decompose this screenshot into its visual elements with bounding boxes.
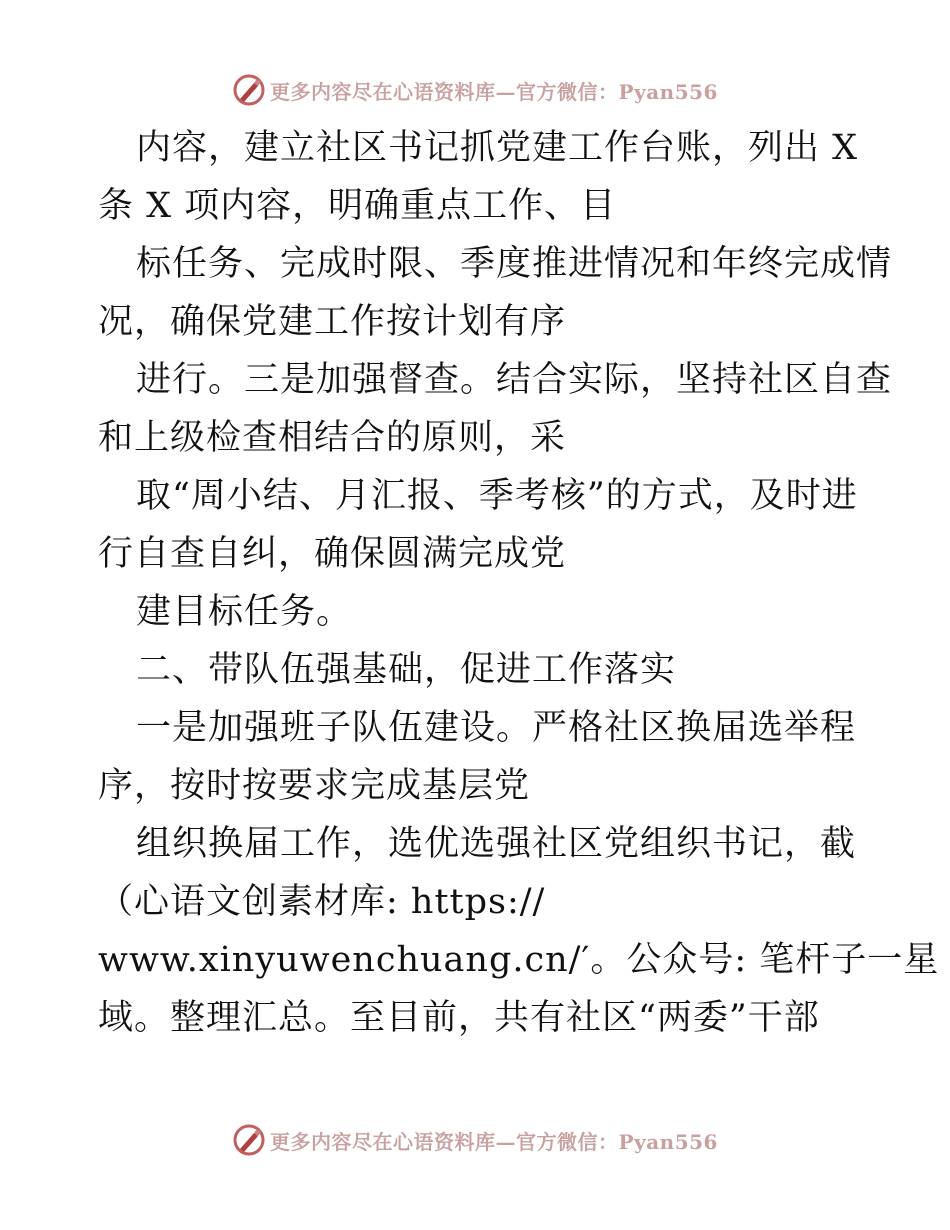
text-line: 取“周小结、月汇报、季考核”的方式，及时进	[136, 476, 858, 516]
text-line: 行自查自纠，确保圆满完成党	[98, 534, 567, 574]
text-line: 域。整理汇总。至目前，共有社区“两委”干部	[98, 998, 820, 1038]
text-line: 标任务、完成时限、季度推进情况和年终完成情	[136, 244, 893, 284]
text-line: 进行。三是加强督查。结合实际，坚持社区自查	[136, 360, 893, 400]
text-line: 况，确保党建工作按计划有序	[98, 302, 567, 342]
text-line: 组织换届工作，选优选强社区党组织书记，截	[136, 824, 857, 864]
text-line: 和上级检查相结合的原则，采	[98, 418, 567, 458]
text-line: 一是加强班子队伍建设。严格社区换届选举程	[136, 708, 857, 748]
watermark-text: 更多内容尽在心语资料库—官方微信：Pyan556	[270, 79, 718, 104]
text-line: （心语文创素材库: https://	[98, 882, 546, 922]
text-line: 条 X 项内容，明确重点工作、目	[98, 186, 617, 226]
footer-watermark	[0, 1120, 950, 1160]
text-line: 建目标任务。	[136, 592, 353, 632]
text-line: 序，按时按要求完成基层党	[98, 766, 531, 806]
text-line: 内容，建立社区书记抓党建工作台账，列出 X	[136, 128, 859, 168]
watermark-text: 更多内容尽在心语资料库—官方微信：Pyan556	[270, 1129, 718, 1154]
section-heading: 二、带队伍强基础，促进工作落实	[136, 650, 677, 690]
pen-logo-icon	[232, 1123, 266, 1157]
text-line: www.xinyuwenchuang.cn/′。公众号: 笔杆子一星	[98, 940, 940, 980]
